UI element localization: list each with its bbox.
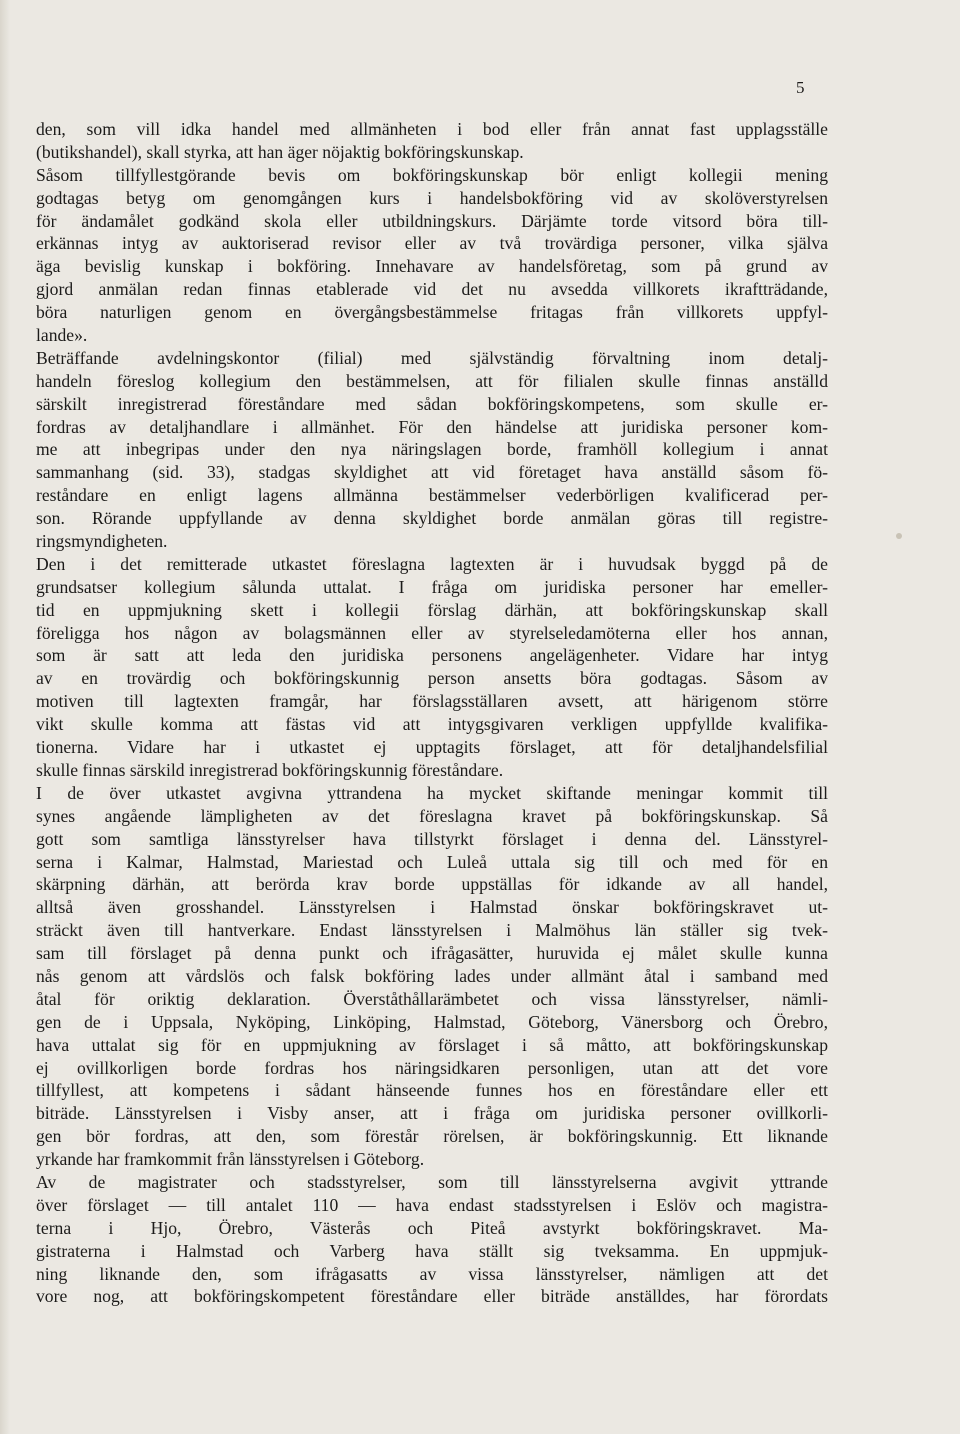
- text-line: av en trovärdig och bokföringskunnig person ansetts böra godtagas. Såsom av: [36, 668, 828, 689]
- text-line: gott som samtliga länsstyrelser hava tillstyrkt förslaget i denna del. Länsstyrel-: [36, 828, 828, 849]
- text-line: biträde. Länsstyrelsen i Visby anser, att i fråga om juridiska personer ovillkorli-: [36, 1103, 828, 1124]
- text-line: handeln föreslog kollegium den bestämmelsen, att för filialen skulle finnas anställd: [36, 370, 828, 391]
- text-line: föreligga hos någon av bolagsmännen eller av styrelseledamöterna eller hos annan,: [36, 622, 828, 643]
- text-line: lande».: [36, 325, 88, 346]
- text-line: (butikshandel), skall styrka, att han äger nöjaktig bokföringskunskap.: [36, 141, 524, 162]
- text-line: gen bör fordras, att den, som förestår rörelsen, är bokföringskunnig. Ett liknande: [36, 1126, 828, 1147]
- text-line: fordras av detaljhandlare i allmänhet. För den händelse att juridiska personer kom-: [36, 416, 828, 437]
- text-line: Beträffande avdelningskontor (filial) med självständig förvaltning inom detalj-: [36, 347, 828, 368]
- text-line: Av de magistrater och stadsstyrelser, som till länsstyrelserna avgivit yttrande: [36, 1171, 828, 1192]
- text-line: sam till förslaget på denna punkt och ifrågasätter, huruvida ej målet skulle kunna: [36, 943, 828, 964]
- text-line: som är satt att leda den juridiska personens angelägenheter. Vidare har intyg: [36, 645, 828, 666]
- text-line: motiven till lagtexten framgår, har förslagsställaren avsett, att härigenom större: [36, 691, 828, 712]
- text-line: vikt skulle komma att fästas vid att intygsgivaren verkligen uppfyllde kvalifika-: [36, 714, 828, 735]
- text-line: böra naturligen genom en övergångsbestämmelse fritagas från villkorets uppfyl-: [36, 302, 828, 323]
- text-line: åtal för oriktig deklaration. Överståthållarämbetet och vissa länsstyrelser, nämli-: [36, 988, 828, 1009]
- text-line: gistraterna i Halmstad och Varberg hava ställt sig tveksamma. En uppmjuk-: [36, 1240, 828, 1261]
- text-line: över förslaget — till antalet 110 — hava endast stadsstyrelsen i Eslöv och magistra-: [36, 1194, 828, 1215]
- page-number: 5: [796, 78, 805, 97]
- text-line: äga bevislig kunskap i bokföring. Innehavare av handelsföretag, som på grund av: [36, 256, 828, 277]
- text-line: skärpning därhän, att berörda krav borde uppställas för idkande av all handel,: [36, 874, 828, 895]
- text-line: grundsatser kollegium sålunda uttalat. I fråga om juridiska personer har emeller-: [36, 576, 828, 597]
- text-line: särskilt inregistrerad föreståndare med sådan bokföringskompetens, som skulle er-: [36, 393, 828, 414]
- text-line: serna i Kalmar, Halmstad, Mariestad och Luleå uttala sig till och med för en: [36, 851, 828, 872]
- text-line: Såsom tillfyllestgörande bevis om bokföringskunskap bör enligt kollegii mening: [36, 164, 828, 185]
- text-line: sammanhang (sid. 33), stadgas skyldighet att vid företaget hava anställd såsom fö-: [36, 462, 828, 483]
- text-line: son. Rörande uppfyllande av denna skyldighet borde anmälan göras till registre-: [36, 508, 828, 529]
- text-line: gen de i Uppsala, Nyköping, Linköping, Halmstad, Göteborg, Vänersborg och Örebro,: [36, 1011, 828, 1032]
- text-line: reståndare en enligt lagens allmänna bestämmelser vederbörligen kvalificerad per-: [36, 485, 828, 506]
- text-line: godtagas betyg om genomgången kurs i handelsbokföring vid av skolöverstyrelsen: [36, 187, 828, 208]
- body-text: [36, 118, 828, 1308]
- text-line: vore nog, att bokföringskompetent föreståndare eller biträde anställdes, har förordats: [36, 1286, 828, 1307]
- text-line: skulle finnas särskild inregistrerad bokföringskunnig föreståndare.: [36, 759, 504, 780]
- text-line: erkännas intyg av auktoriserad revisor eller av två trovärdiga personer, vilka själva: [36, 233, 828, 254]
- margin-mark: [896, 533, 902, 539]
- text-line: I de över utkastet avgivna yttrandena ha mycket skiftande meningar kommit till: [36, 782, 828, 803]
- text-line: yrkande har framkommit från länsstyrelsen i Göteborg.: [36, 1149, 425, 1170]
- text-line: ej ovillkorligen borde fordras hos näringsidkaren personligen, utan att det vore: [36, 1057, 828, 1078]
- text-line: gjord anmälan redan finnas etablerade vid det nu avsedda villkorets ikraftträdande,: [36, 279, 828, 300]
- text-line: den, som vill idka handel med allmänheten i bod eller från annat fast upplagsställe: [36, 119, 828, 139]
- text-line: Den i det remitterade utkastet föreslagna lagtexten är i huvudsak byggd på de: [36, 553, 828, 574]
- text-line: tid en uppmjukning skett i kollegii förslag därhän, att bokföringskunskap skall: [36, 599, 828, 620]
- text-line: terna i Hjo, Örebro, Västerås och Piteå avstyrkt bokföringskravet. Ma-: [36, 1217, 828, 1238]
- text-line: för ändamålet godkänd skola eller utbildningskurs. Därjämte torde vitsord böra till-: [36, 210, 828, 231]
- text-line: ringsmyndigheten.: [36, 531, 168, 552]
- text-line: nås genom att vårdslös och falsk bokföring lades under allmänt åtal i samband med: [36, 965, 828, 986]
- text-line: alltså även grosshandel. Länsstyrelsen i Halmstad önskar bokföringskravet ut-: [36, 897, 828, 918]
- text-line: ning liknande den, som ifrågasatts av vissa länsstyrelser, nämligen att det: [36, 1263, 828, 1284]
- text-line: hava uttalat sig för en uppmjukning av förslaget i så måtto, att bokföringskunskap: [36, 1034, 828, 1055]
- page-edge-shadow: [0, 0, 10, 1434]
- text-line: me att inbegripas under den nya näringslagen borde, framhöll kollegium i annat: [36, 439, 828, 460]
- text-line: synes angående lämpligheten av det föreslagna kravet på bokföringskunskap. Så: [36, 805, 828, 826]
- text-line: tionerna. Vidare har i utkastet ej upptagits förslaget, att för detaljhandelsfilial: [36, 737, 828, 758]
- text-line: tillfyllest, att kompetens i sådant hänseende funnes hos en föreståndare eller ett: [36, 1080, 828, 1101]
- text-line: sträckt även till hantverkare. Endast länsstyrelsen i Malmöhus län ställer sig tvek-: [36, 920, 828, 941]
